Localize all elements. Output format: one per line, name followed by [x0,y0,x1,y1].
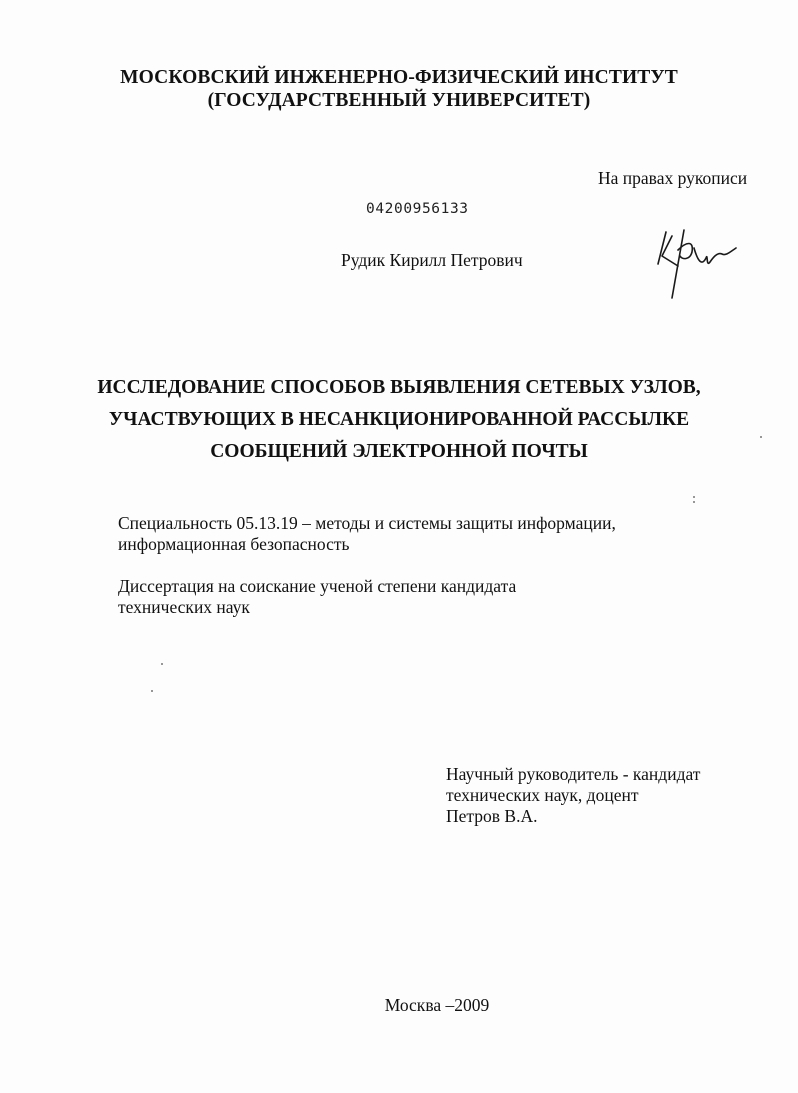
specialty-block [118,513,616,555]
scan-speck [693,501,695,503]
specialty-line: информационная безопасность [118,534,350,554]
scan-speck [161,663,163,665]
catalog-number: 04200956133 [366,201,469,217]
institution-status: (ГОСУДАРСТВЕННЫЙ УНИВЕРСИТЕТ) [207,90,591,111]
advisor-line: технических наук, доцент [446,785,639,805]
title-line: УЧАСТВУЮЩИХ В НЕСАНКЦИОНИРОВАННОЙ РАССЫЛКЕ [108,409,690,430]
advisor-name: Петров В.А. [446,806,538,826]
manuscript-rights-note: На правах рукописи [598,168,748,188]
specialty-line: Специальность 05.13.19 – методы и системы защиты информации, [118,513,616,533]
dissertation-title [0,372,798,468]
scan-speck [693,496,695,498]
degree-block [118,576,516,618]
scientific-advisor [446,764,700,827]
degree-line: технических наук [118,597,250,617]
advisor-line: Научный руководитель - кандидат [446,764,701,784]
title-line: ИССЛЕДОВАНИЕ СПОСОБОВ ВЫЯВЛЕНИЯ СЕТЕВЫХ УЗЛОВ, [97,377,701,398]
scan-speck [760,436,762,438]
signature-stroke [694,248,736,263]
author-signature [648,222,748,302]
signature-stroke [658,232,666,264]
city-and-year: Москва –2009 [384,995,490,1015]
institution-name: МОСКОВСКИЙ ИНЖЕНЕРНО-ФИЗИЧЕСКИЙ ИНСТИТУТ [120,67,678,88]
author-name: Рудик Кирилл Петрович [341,250,523,270]
degree-line: Диссертация на соискание ученой степени кандидата [118,576,517,596]
title-line: СООБЩЕНИЙ ЭЛЕКТРОННОЙ ПОЧТЫ [210,441,588,462]
institution-header [0,66,798,112]
scan-speck [151,690,153,692]
